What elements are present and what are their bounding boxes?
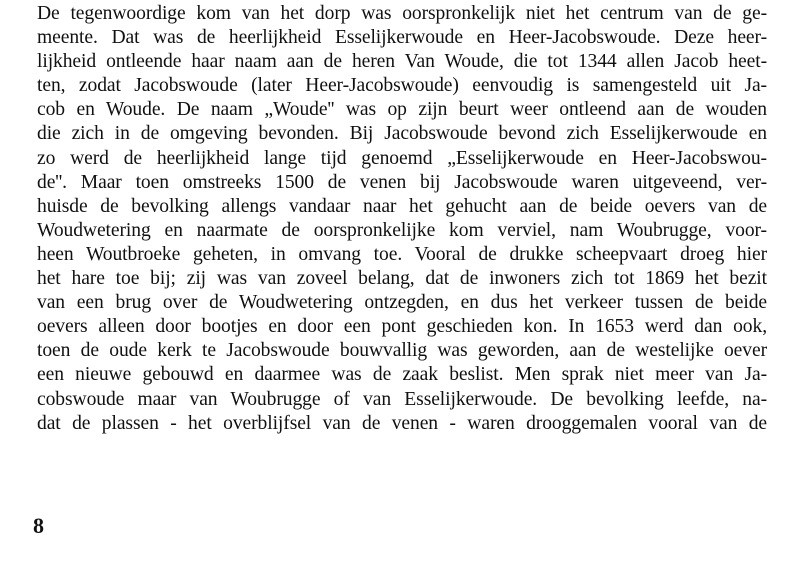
text-line: heen Woutbroeke geheten, in omvang toe. Vooral de drukke scheepvaart droeg hier <box>37 243 767 265</box>
text-line: meente. Dat was de heerlijkheid Esselijkerwoude en Heer-Jacobswoude. Deze heer- <box>37 27 767 49</box>
text-line: dat de plassen - het overblijfsel van de venen - waren drooggemalen vooral van de <box>37 412 767 434</box>
text-line: cob en Woude. De naam „Woude'' was op zijn beurt weer ontleend aan de wouden <box>37 99 767 121</box>
text-line: toen de oude kerk te Jacobswoude bouwvallig was geworden, aan de westelijke oever <box>37 340 767 362</box>
text-line: de''. Maar toen omstreeks 1500 de venen bij Jacobswoude waren uitgeveend, ver- <box>37 171 767 193</box>
text-line: lijkheid ontleende haar naam aan de heren Van Woude, die tot 1344 allen Jacob heet- <box>37 51 767 73</box>
page-number: 8 <box>33 513 44 538</box>
text-line: ten, zodat Jacobswoude (later Heer-Jacobswoude) eenvoudig is samengesteld uit Ja- <box>37 75 767 97</box>
text-line: het hare toe bij; zij was van zoveel belang, dat de inwoners zich tot 1869 het bezit <box>37 268 767 290</box>
text-line: oevers alleen door bootjes en door een pont geschieden kon. In 1653 werd dan ook, <box>37 316 767 338</box>
text-line: Woudwetering en naarmate de oorspronkelijke kom verviel, nam Woubrugge, voor- <box>37 219 767 241</box>
text-line: huisde de bevolking allengs vandaar naar het gehucht aan de beide oevers van de <box>37 195 767 217</box>
text-line: cobswoude maar van Woubrugge of van Esselijkerwoude. De bevolking leefde, na- <box>37 388 767 410</box>
text-line: De tegenwoordige kom van het dorp was oorspronkelijk niet het centrum van de ge- <box>37 3 767 24</box>
text-line: die zich in de omgeving bevonden. Bij Jacobswoude bevond zich Esselijkerwoude en <box>37 123 767 145</box>
text-line: van een brug over de Woudwetering ontzegden, en dus het verkeer tussen de beide <box>37 292 767 314</box>
body-paragraph <box>37 2 767 436</box>
text-line: een nieuwe gebouwd en daarmee was de zaak beslist. Men sprak niet meer van Ja- <box>37 364 767 386</box>
text-line: zo werd de heerlijkheid lange tijd genoemd „Esselijkerwoude en Heer-Jacobswou- <box>37 147 767 169</box>
